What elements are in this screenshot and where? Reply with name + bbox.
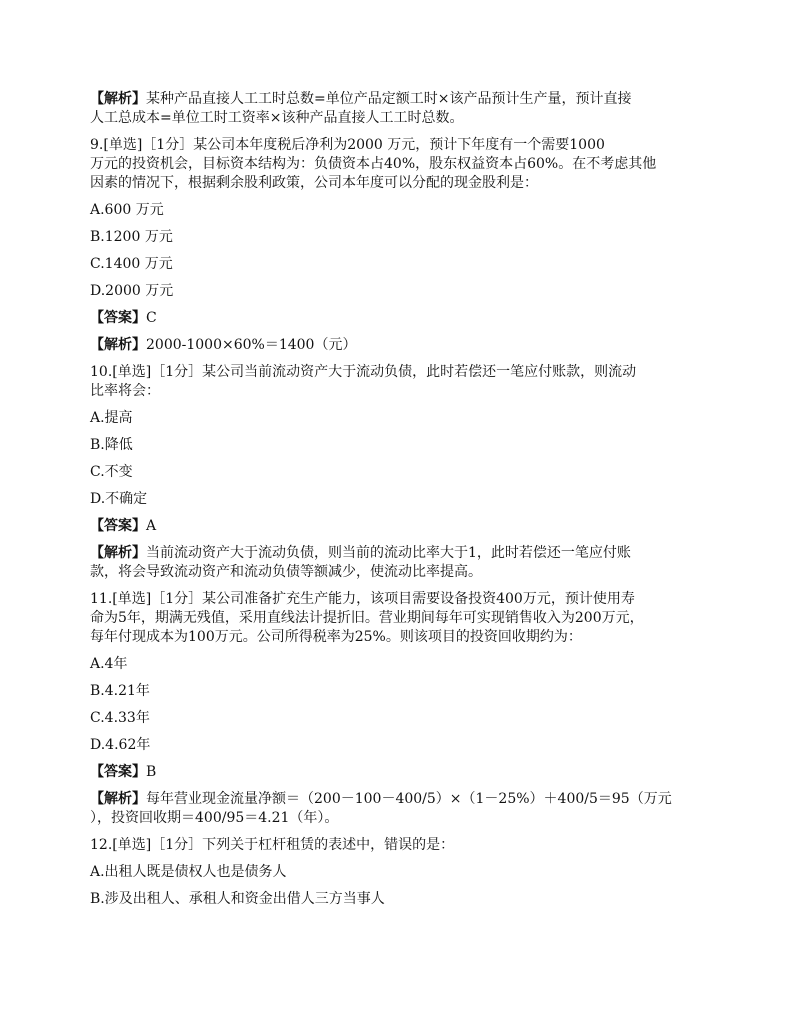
analysis-label: 【解析】 <box>90 337 146 353</box>
analysis-label: 【解析】 <box>90 545 146 561</box>
text-line: 9.[单选]［1分］某公司本年度税后净利为2000 万元，预计下年度有一个需要1000 <box>90 137 605 153</box>
text-line: 每年付现成本为100万元。公司所得税率为25%。则该项目的投资回收期约为： <box>90 629 582 645</box>
text-line: ），投资回收期＝400/95＝4.21（年）。 <box>90 810 339 826</box>
text-line: 比率将会： <box>90 383 160 399</box>
answer-option <box>90 228 710 247</box>
question-stem <box>90 136 710 193</box>
answer-option <box>90 201 710 220</box>
option-text: B.降低 <box>90 437 133 453</box>
text-line: 当前流动资产大于流动负债，则当前的流动比率大于1，此时若偿还一笔应付账 <box>146 545 631 561</box>
answer-option <box>90 282 710 301</box>
answer-option <box>90 682 710 701</box>
option-text: C.1400 万元 <box>90 256 173 272</box>
text-line: 命为5年，期满无残值，采用直线法计提折旧。营业期间每年可实现销售收入为200万元， <box>90 610 644 626</box>
text-line: B <box>146 764 157 780</box>
option-text: A.4年 <box>90 656 128 672</box>
question-stem <box>90 363 710 401</box>
option-text: B.4.21年 <box>90 683 150 699</box>
answer-option <box>90 490 710 509</box>
option-text: D.2000 万元 <box>90 283 174 299</box>
analysis-block <box>90 544 710 582</box>
text-line: 万元的投资机会，目标资本结构为：负债资本占40%，股东权益资本占60%。在不考虑其他 <box>90 156 657 172</box>
text-line: C <box>146 310 157 326</box>
answer-option <box>90 863 710 882</box>
option-text: B.1200 万元 <box>90 229 173 245</box>
analysis-label: 【解析】 <box>90 91 146 107</box>
answer-option <box>90 709 710 728</box>
text-line: 12.[单选]［1分］下列关于杠杆租赁的表述中，错误的是： <box>90 837 455 853</box>
option-text: B.涉及出租人、承租人和资金出借人三方当事人 <box>90 891 385 907</box>
text-line: 11.[单选]［1分］某公司准备扩充生产能力，该项目需要设备投资400万元，预计使用寿 <box>90 591 635 607</box>
text-line: 因素的情况下，根据剩余股利政策，公司本年度可以分配的现金股利是： <box>90 175 538 191</box>
answer-option <box>90 736 710 755</box>
answer-option <box>90 436 710 455</box>
analysis-label: 【解析】 <box>90 791 146 807</box>
text-line: 某种产品直接人工工时总数=单位产品定额工时×该产品预计生产量，预计直接 <box>146 91 632 107</box>
analysis-block <box>90 336 710 355</box>
option-text: A.提高 <box>90 410 133 426</box>
text-line: 款，将会导致流动资产和流动负债等额减少，使流动比率提高。 <box>90 564 482 580</box>
answer-option <box>90 409 710 428</box>
question-stem <box>90 836 710 855</box>
answer-line <box>90 763 710 782</box>
text-line: A <box>146 518 157 534</box>
text-line: 10.[单选]［1分］某公司当前流动资产大于流动负债，此时若偿还一笔应付账款，则流动 <box>90 364 637 380</box>
option-text: D.不确定 <box>90 491 148 507</box>
option-text: A.600 万元 <box>90 202 164 218</box>
answer-label: 【答案】 <box>90 310 146 326</box>
answer-label: 【答案】 <box>90 764 146 780</box>
answer-line <box>90 517 710 536</box>
answer-option <box>90 890 710 909</box>
answer-option <box>90 255 710 274</box>
analysis-block <box>90 790 710 828</box>
option-text: C.4.33年 <box>90 710 150 726</box>
option-text: A.出租人既是债权人也是债务人 <box>90 864 287 880</box>
option-text: D.4.62年 <box>90 737 151 753</box>
answer-label: 【答案】 <box>90 518 146 534</box>
text-line: 人工总成本=单位工时工资率×该种产品直接人工工时总数。 <box>90 110 464 126</box>
option-text: C.不变 <box>90 464 133 480</box>
question-stem <box>90 590 710 647</box>
analysis-block <box>90 90 710 128</box>
answer-option <box>90 655 710 674</box>
document-content <box>90 90 710 909</box>
text-line: 每年营业现金流量净额＝（200－100－400/5）×（1－25%）＋400/5＝95（万元 <box>146 791 672 807</box>
answer-option <box>90 463 710 482</box>
answer-line <box>90 309 710 328</box>
text-line: 2000-1000×60%＝1400（元） <box>146 337 357 353</box>
